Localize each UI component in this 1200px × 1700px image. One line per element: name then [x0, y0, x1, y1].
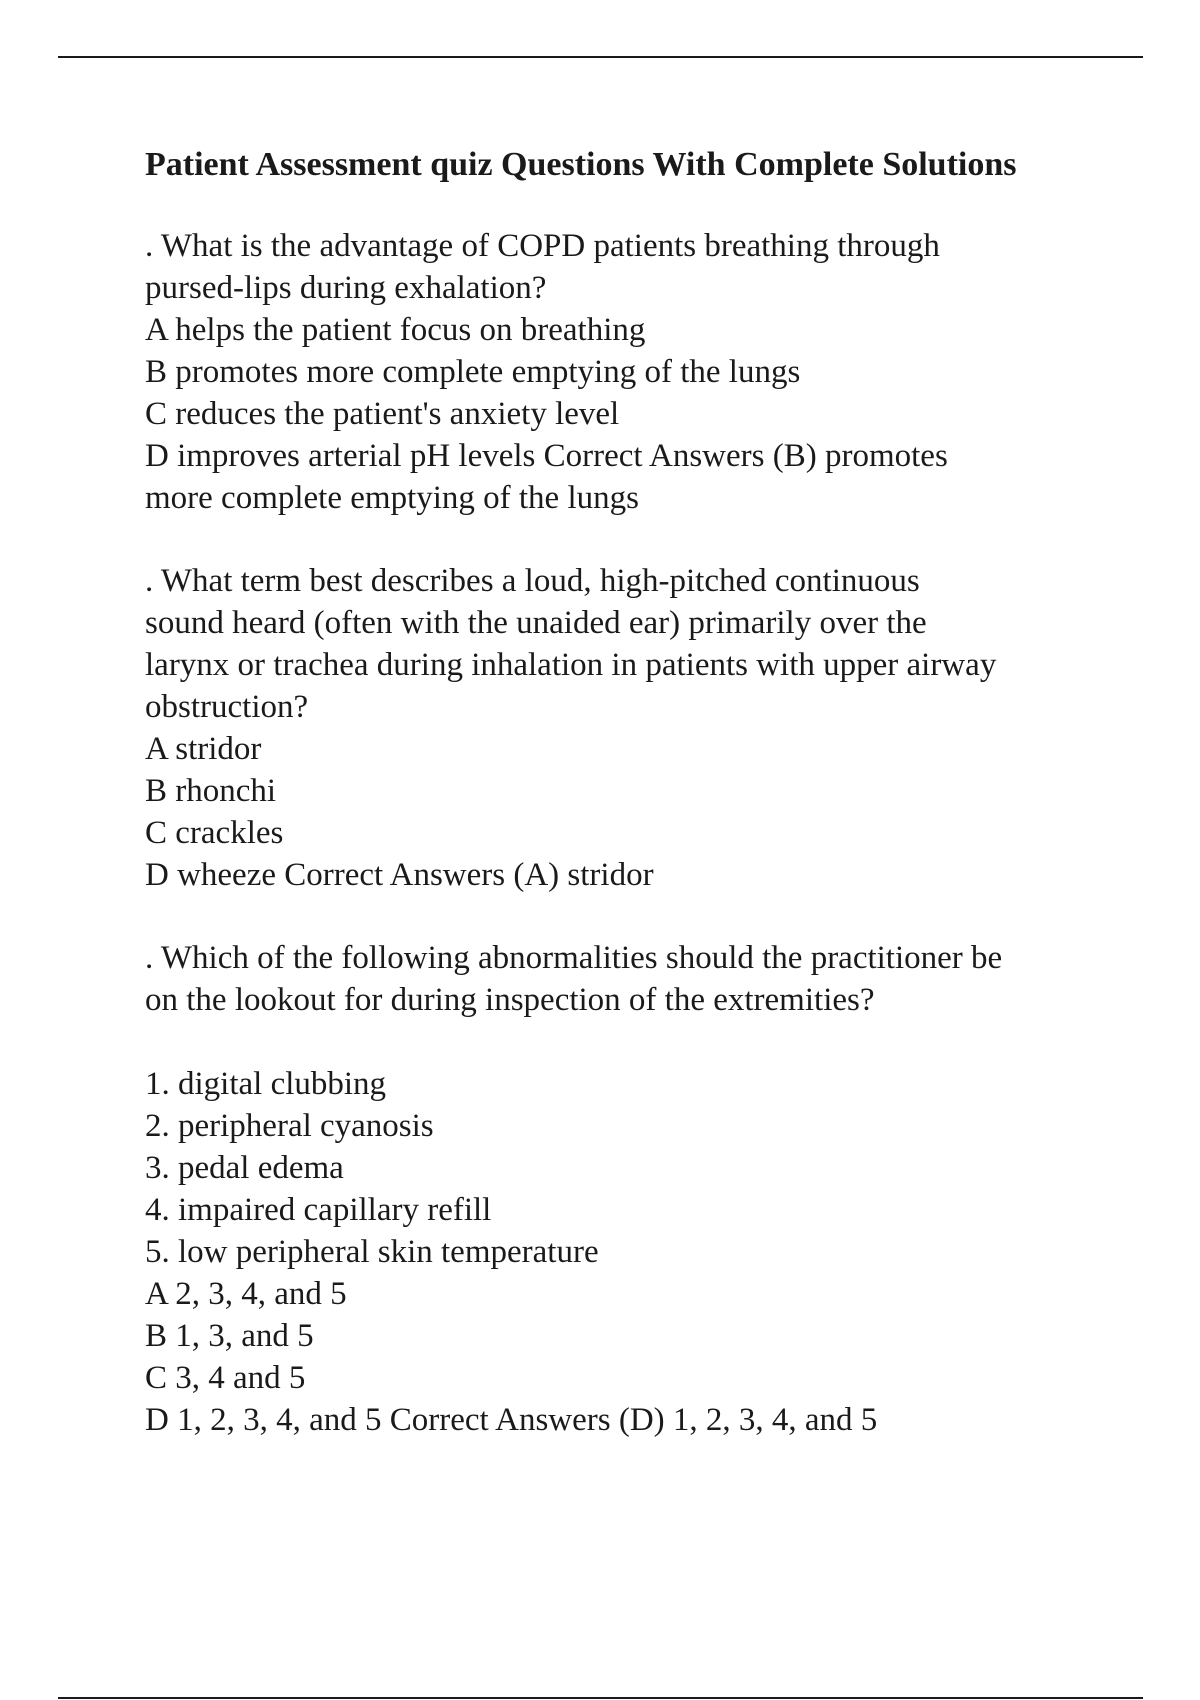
- top-rule: [58, 56, 1143, 58]
- question-3-option-c: C 3, 4 and 5: [145, 1360, 306, 1396]
- question-3-item-5: 5. low peripheral skin temperature: [145, 1234, 599, 1270]
- question-3-option-b: B 1, 3, and 5: [145, 1318, 314, 1354]
- document-body: [145, 143, 1145, 1482]
- question-3-item-1: 1. digital clubbing: [145, 1066, 387, 1102]
- question-3-option-d-answer: D 1, 2, 3, 4, and 5 Correct Answers (D) 1, 2, 3, 4, and 5: [145, 1402, 878, 1438]
- question-3-line-2: on the lookout for during inspection of the extremities?: [145, 982, 875, 1018]
- question-2-line-1: . What term best describes a loud, high-pitched continuous: [145, 563, 920, 599]
- question-3-spacer: [145, 1021, 1145, 1063]
- question-1-answer-continued: more complete emptying of the lungs: [145, 480, 639, 516]
- question-3-item-4: 4. impaired capillary refill: [145, 1192, 492, 1228]
- question-2-line-3: larynx or trachea during inhalation in patients with upper airway: [145, 647, 997, 683]
- question-1-option-b: B promotes more complete emptying of the lungs: [145, 354, 801, 390]
- question-2-line-4: obstruction?: [145, 689, 309, 725]
- question-3-line-1: . Which of the following abnormalities should the practitioner be: [145, 940, 1003, 976]
- question-2-option-c: C crackles: [145, 815, 284, 851]
- document-title: Patient Assessment quiz Questions With Complete Solutions: [145, 146, 1017, 183]
- question-1-option-c: C reduces the patient's anxiety level: [145, 396, 620, 432]
- question-3-item-3: 3. pedal edema: [145, 1150, 344, 1186]
- question-1-option-d-answer: D improves arterial pH levels Correct Answers (B) promotes: [145, 438, 948, 474]
- question-2-option-b: B rhonchi: [145, 773, 277, 809]
- question-2-option-a: A stridor: [145, 731, 262, 767]
- question-2-line-2: sound heard (often with the unaided ear) primarily over the: [145, 605, 927, 641]
- question-1-line-1: . What is the advantage of COPD patients breathing through: [145, 228, 940, 264]
- question-2-option-d-answer: D wheeze Correct Answers (A) stridor: [145, 857, 654, 893]
- question-1-option-a: A helps the patient focus on breathing: [145, 312, 646, 348]
- question-block-1: [145, 225, 1145, 519]
- question-1-line-2: pursed-lips during exhalation?: [145, 270, 547, 306]
- question-3-option-a: A 2, 3, 4, and 5: [145, 1276, 347, 1312]
- question-block-2: [145, 560, 1145, 896]
- question-block-3: [145, 937, 1145, 1441]
- bottom-rule: [58, 1697, 1143, 1699]
- question-3-item-2: 2. peripheral cyanosis: [145, 1108, 434, 1144]
